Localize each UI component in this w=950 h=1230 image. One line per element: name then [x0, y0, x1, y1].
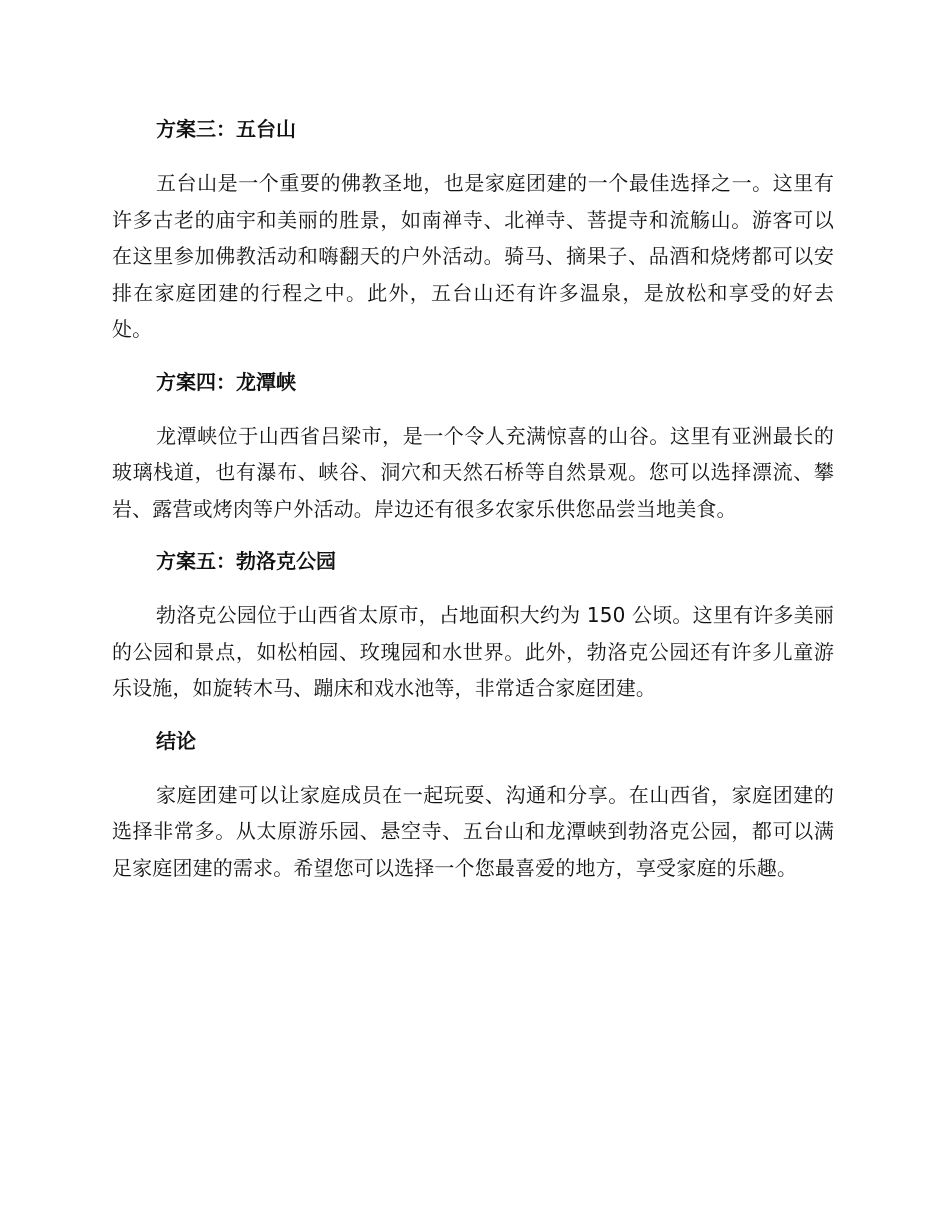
section-body-wutaishan: 五台山是一个重要的佛教圣地，也是家庭团建的一个最佳选择之一。这里有许多古老的庙宇和美丽的胜景，如南禅寺、北禅寺、菩提寺和流觞山。游客可以在这里参加佛教活动和嗨翻天的户外活动。骑马、摘果子、品酒和烧烤都可以安排在家庭团建的行程之中。此外，五台山还有许多温泉，是放松和享受的好去处。 [112, 171, 834, 341]
section-heading-longtanxia: 方案四：龙潭峡 [156, 369, 296, 394]
section-heading-conclusion: 结论 [156, 728, 196, 753]
section-heading-boluoke-park: 方案五：勃洛克公园 [156, 549, 336, 573]
section-body-longtanxia: 龙潭峡位于山西省吕梁市，是一个令人充满惊喜的山谷。这里有亚洲最长的玻璃栈道，也有瀑布、峡谷、洞穴和天然石桥等自然景观。您可以选择漂流、攀岩、露营或烤肉等户外活动。岸边还有很多农家乐供您品尝当地美食。 [112, 423, 834, 521]
section-body-conclusion: 家庭团建可以让家庭成员在一起玩耍、沟通和分享。在山西省，家庭团建的选择非常多。从太原游乐园、悬空寺、五台山和龙潭峡到勃洛克公园，都可以满足家庭团建的需求。希望您可以选择一个您最喜爱的地方，享受家庭的乐趣。 [112, 782, 834, 880]
section-body-boluoke-park: 勃洛克公园位于山西省太原市，占地面积大约为 150 公顷。这里有许多美丽的公园和景点，如松柏园、玫瑰园和水世界。此外，勃洛克公园还有许多儿童游乐设施，如旋转木马、蹦床和戏水池等，非常适合家庭团建。 [112, 603, 834, 700]
document-page [112, 111, 834, 902]
section-heading-wutaishan: 方案三：五台山 [156, 117, 296, 141]
